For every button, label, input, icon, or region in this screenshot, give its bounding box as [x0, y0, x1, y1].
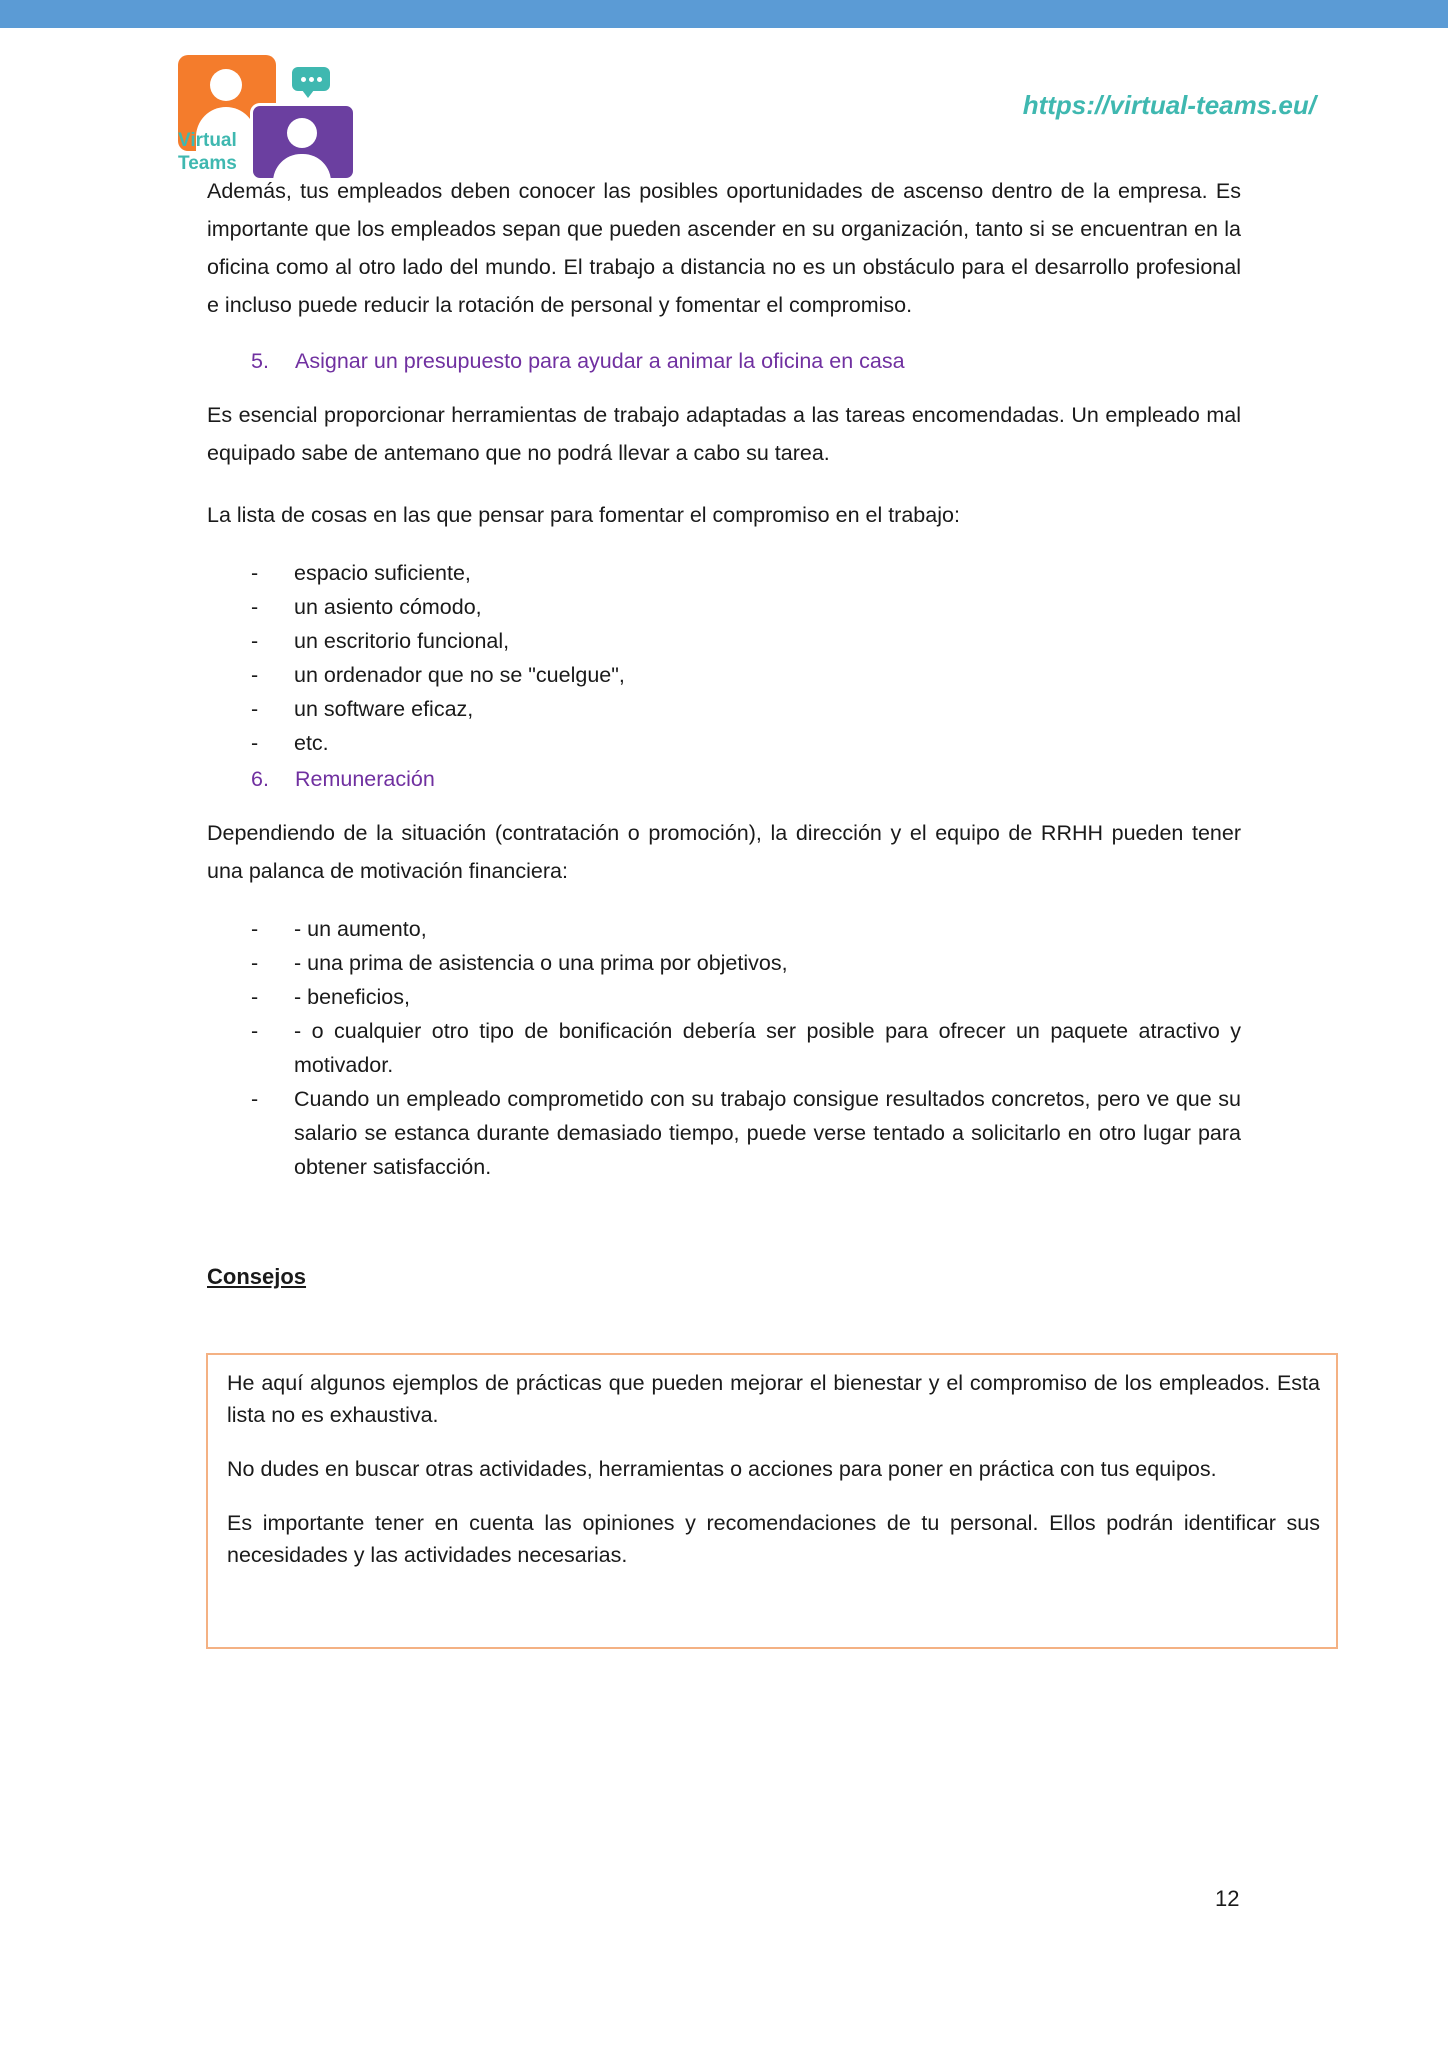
paragraph-promotion: Además, tus empleados deben conocer las posibles oportunidades de ascenso dentro de la empresa. Es importante que los empleados sepan que pueden ascender en su organización, tanto si se encuentran en la oficina como al otro lado del mundo. El trabajo a distancia no es un obstáculo para el desarrollo profesional e incluso puede reducir la rotación de personal y fomentar el compromiso. [207, 179, 1241, 317]
list-item: - un asiento cómodo, [207, 590, 1241, 624]
list-item: - un escritorio funcional, [207, 624, 1241, 658]
page-number: 12 [1215, 1886, 1240, 1911]
section-heading-5 [207, 342, 1241, 380]
purple-person-icon [250, 103, 356, 181]
list-item: - Cuando un empleado comprometido con su trabajo consigue resultados concretos, pero ve que su salario se estanca durante demasiado tiempo, puede verse tentado a solicitarlo en otro lugar para obtener satisfacción. [207, 1082, 1241, 1184]
heading-number: 5. [251, 349, 269, 373]
tips-paragraph: Es importante tener en cuenta las opiniones y recomendaciones de tu personal. Ellos podrán identificar sus necesidades y las actividades necesarias. [227, 1511, 1320, 1567]
heading-text: Asignar un presupuesto para ayudar a animar la oficina en casa [295, 349, 905, 373]
paragraph-tools: Es esencial proporcionar herramientas de trabajo adaptadas a las tareas encomendadas. Un empleado mal equipado sabe de antemano que no podrá llevar a cabo su tarea. [207, 403, 1241, 465]
list-item: - - o cualquier otro tipo de bonificación debería ser posible para ofrecer un paquete atractivo y motivador. [207, 1014, 1241, 1082]
tips-paragraph: He aquí algunos ejemplos de prácticas que pueden mejorar el bienestar y el compromiso de los empleados. Esta lista no es exhaustiva. [227, 1371, 1320, 1427]
list-item: - - una prima de asistencia o una prima por objetivos, [207, 946, 1241, 980]
consejos-title: Consejos [207, 1264, 307, 1289]
list-item: - un ordenador que no se "cuelgue", [207, 658, 1241, 692]
heading-text: Remuneración [295, 767, 435, 791]
list-item: - etc. [207, 726, 1241, 760]
list-item: - espacio suficiente, [207, 556, 1241, 590]
list-item: - - un aumento, [207, 912, 1241, 946]
tips-paragraph: No dudes en buscar otras actividades, herramientas o acciones para poner en práctica con tus equipos. [227, 1457, 1217, 1481]
list-item: - un software eficaz, [207, 692, 1241, 726]
paragraph-remuneration: Dependiendo de la situación (contratación o promoción), la dirección y el equipo de RRHH pueden tener una palanca de motivación financiera: [207, 821, 1241, 883]
virtual-teams-logo [176, 53, 352, 181]
remuneration-list [207, 912, 1241, 1184]
section-heading-6 [207, 760, 1241, 798]
paragraph-list-intro: La lista de cosas en las que pensar para fomentar el compromiso en el trabajo: [207, 503, 960, 527]
top-color-bar [0, 0, 1448, 28]
equipment-list [207, 556, 1241, 760]
document-body [207, 172, 1241, 1184]
logo-text: Virtual Teams [178, 130, 237, 174]
header-url-link[interactable]: https://virtual-teams.eu/ [1022, 90, 1316, 120]
chat-bubble-icon [292, 67, 330, 91]
list-item: - - beneficios, [207, 980, 1241, 1014]
tips-box [206, 1353, 1338, 1649]
heading-number: 6. [251, 767, 269, 791]
